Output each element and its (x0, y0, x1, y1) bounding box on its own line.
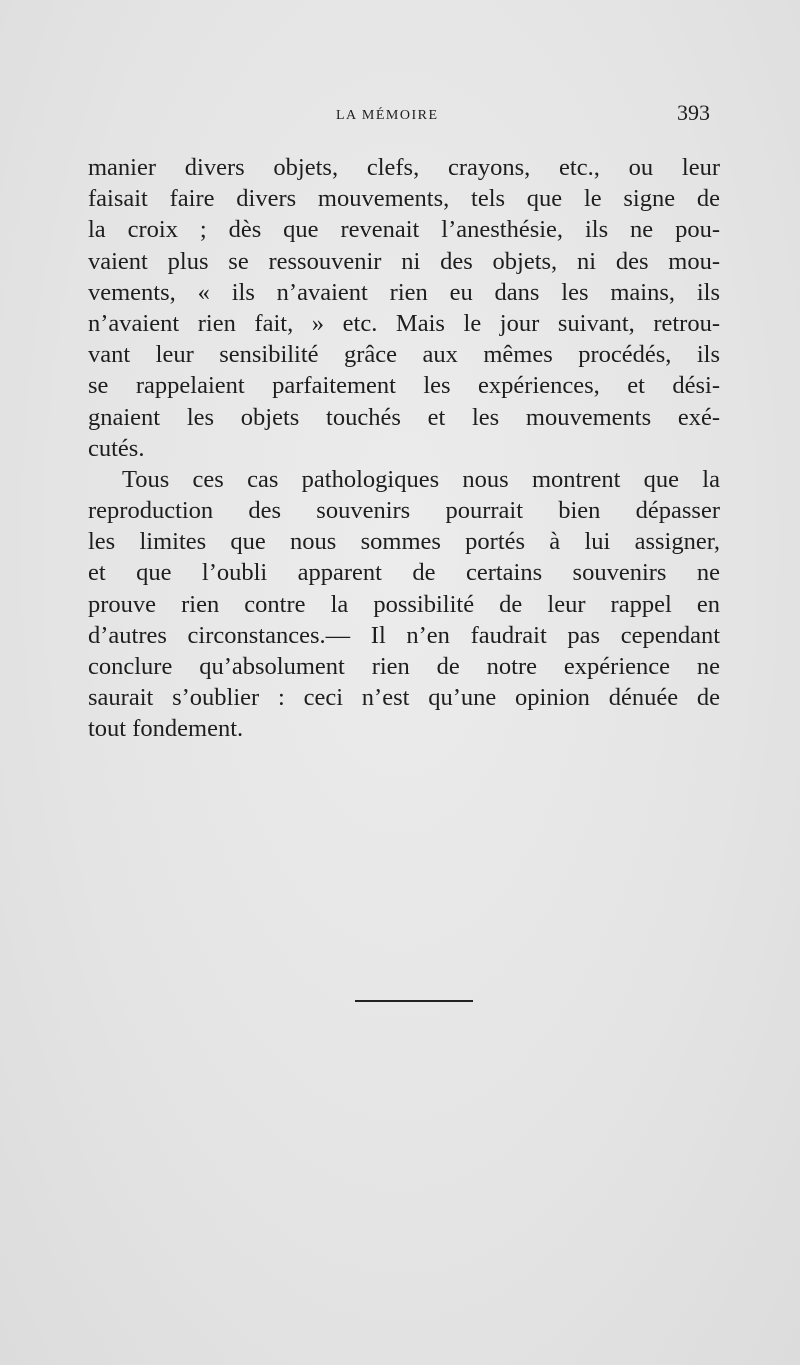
text-line: reproduction des souvenirs pourrait bien dépasser (88, 497, 720, 525)
text-line: les limites que nous sommes portés à lui assigner, (88, 528, 720, 556)
end-of-chapter-rule (355, 1000, 473, 1002)
text-line: saurait s’oublier : ceci n’est qu’une opinion dénuée de (88, 684, 720, 712)
text-line: vements, « ils n’avaient rien eu dans les mains, ils (88, 278, 720, 306)
text-line: prouve rien contre la possibilité de leur rappel en (88, 590, 720, 618)
text-line: conclure qu’absolument rien de notre expérience ne (88, 653, 720, 680)
page-header (88, 100, 712, 130)
paragraph-1 (88, 152, 720, 464)
text-line: vant leur sensibilité grâce aux mêmes procédés, ils (88, 341, 720, 369)
text-line: vaient plus se ressouvenir ni des objets, ni des mou- (88, 247, 720, 275)
text-line: d’autres circonstances.— Il n’en faudrait pas cependant (88, 621, 720, 649)
text-line: faisait faire divers mouvements, tels que le signe de (88, 185, 720, 213)
page-number: 393 (677, 100, 710, 125)
text-line: tout fondement. (88, 715, 244, 743)
text-line: manier divers objets, clefs, crayons, etc., ou leur (88, 154, 720, 181)
text-line: et que l’oubli apparent de certains souvenirs ne (88, 559, 720, 587)
text-line: cutés. (88, 434, 145, 462)
paragraph-2 (88, 464, 720, 745)
text-line: la croix ; dès que revenait l’anesthésie, ils ne pou- (88, 216, 720, 244)
text-line: Tous ces cas pathologiques nous montrent que la (122, 465, 720, 493)
text-line: se rappelaient parfaitement les expériences, et dési- (88, 372, 720, 400)
text-line: n’avaient rien fait, » etc. Mais le jour suivant, retrou- (88, 309, 720, 337)
text-line: gnaient les objets touchés et les mouvements exé- (88, 403, 720, 431)
body-text (88, 152, 720, 745)
running-title: LA MÉMOIRE (336, 108, 439, 123)
